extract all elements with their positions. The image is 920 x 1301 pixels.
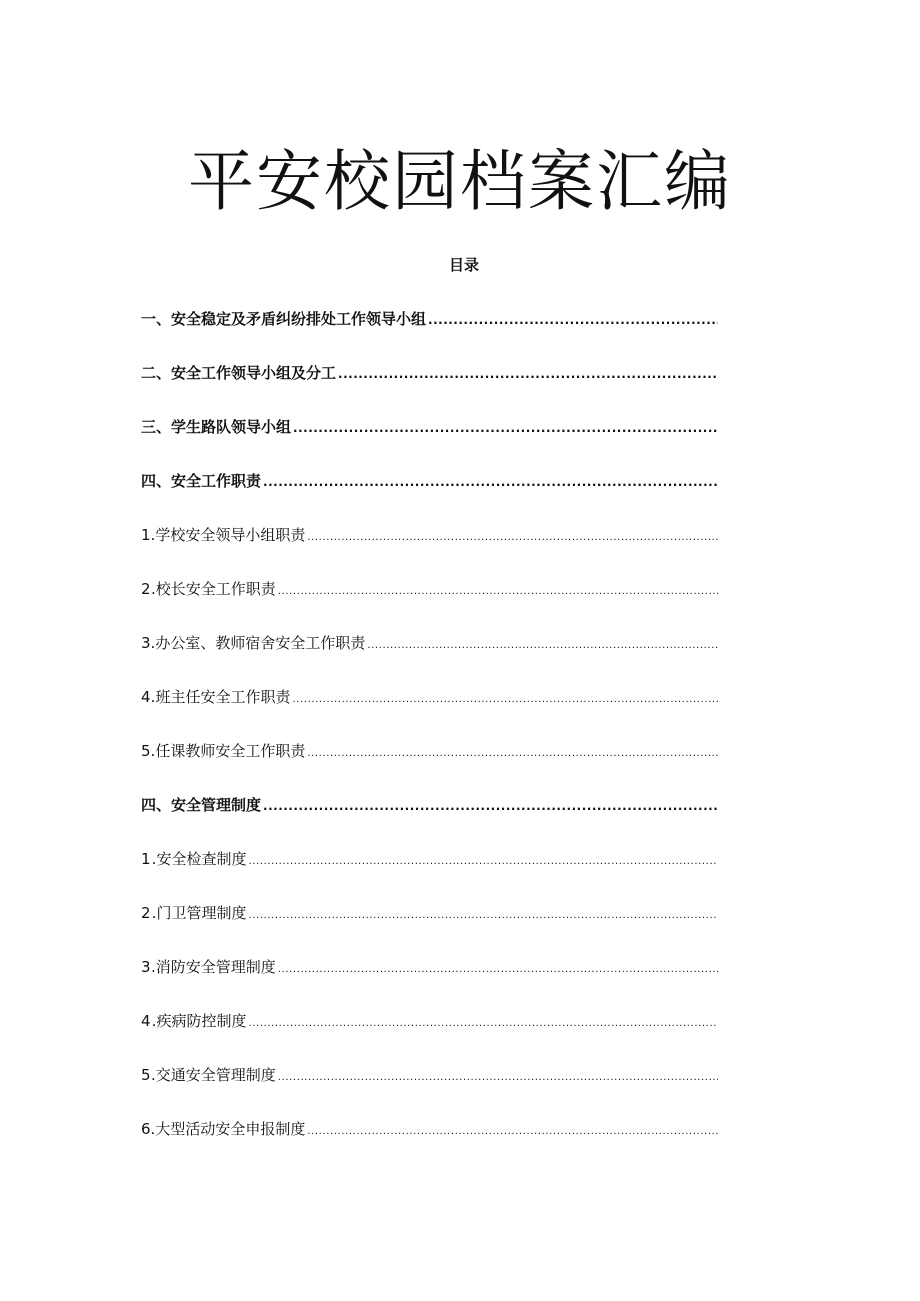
toc-entry-text: .疾病防控制度 bbox=[151, 1012, 247, 1030]
toc-entry-number: 3 bbox=[141, 634, 151, 652]
toc-subentry[interactable] bbox=[141, 632, 718, 686]
toc-dot-leader bbox=[278, 959, 718, 981]
toc-entry-number: 5 bbox=[141, 742, 151, 760]
toc-entry-text: 一、安全稳定及矛盾纠纷排处工作领导小组 bbox=[141, 310, 427, 328]
toc-entry-text: .消防安全管理制度 bbox=[151, 958, 276, 976]
toc-dot-leader bbox=[248, 1013, 718, 1035]
toc-heading: 目录 bbox=[448, 256, 479, 274]
toc-entry-number: 2 bbox=[141, 580, 151, 598]
toc-entry-text: .安全检查制度 bbox=[151, 850, 247, 868]
toc-subentry[interactable] bbox=[141, 524, 718, 578]
toc-subentry[interactable] bbox=[141, 740, 718, 794]
toc-dot-leader bbox=[307, 527, 718, 549]
toc-dot-leader bbox=[292, 689, 718, 711]
toc-entry-text: 二、安全工作领导小组及分工 bbox=[141, 364, 337, 382]
toc-entry-text: .校长安全工作职责 bbox=[151, 580, 276, 598]
table-of-contents bbox=[141, 308, 718, 1172]
toc-entry-number: 2 bbox=[141, 904, 151, 922]
toc-dot-leader bbox=[278, 581, 718, 603]
toc-entry-text: .大型活动安全申报制度 bbox=[150, 1120, 306, 1138]
toc-subentry[interactable] bbox=[141, 1064, 718, 1118]
toc-entry-number: 1 bbox=[141, 850, 151, 868]
toc-dot-leader bbox=[293, 417, 718, 439]
toc-entry-text: 三、学生路队领导小组 bbox=[141, 418, 292, 436]
toc-dot-leader bbox=[263, 795, 718, 817]
toc-dot-leader bbox=[263, 471, 718, 493]
toc-dot-leader bbox=[307, 1121, 718, 1143]
toc-dot-leader bbox=[428, 309, 718, 331]
toc-subentry[interactable] bbox=[141, 902, 718, 956]
toc-dot-leader bbox=[307, 743, 718, 765]
toc-dot-leader bbox=[248, 905, 718, 927]
toc-dot-leader bbox=[248, 851, 718, 873]
toc-entry-text: .门卫管理制度 bbox=[151, 904, 247, 922]
toc-entry-number: 4 bbox=[141, 1012, 151, 1030]
toc-entry-text: .办公室、教师宿舍安全工作职责 bbox=[150, 634, 366, 652]
toc-entry[interactable] bbox=[141, 362, 718, 416]
toc-subentry[interactable] bbox=[141, 578, 718, 632]
toc-entry-text: .班主任安全工作职责 bbox=[150, 688, 291, 706]
toc-dot-leader bbox=[278, 1067, 718, 1089]
toc-subentry[interactable] bbox=[141, 1118, 718, 1172]
toc-subentry[interactable] bbox=[141, 848, 718, 902]
toc-entry-text: 四、安全管理制度 bbox=[141, 796, 262, 814]
toc-entry-text: .学校安全领导小组职责 bbox=[150, 526, 306, 544]
toc-entry-text: .任课教师安全工作职责 bbox=[150, 742, 306, 760]
toc-entry-text: .交通安全管理制度 bbox=[151, 1066, 276, 1084]
toc-dot-leader bbox=[367, 635, 718, 657]
toc-entry-number: 4 bbox=[141, 688, 151, 706]
toc-dot-leader bbox=[338, 363, 718, 385]
toc-entry-number: 1 bbox=[141, 526, 151, 544]
toc-subentry[interactable] bbox=[141, 1010, 718, 1064]
toc-entry-number: 5 bbox=[141, 1066, 151, 1084]
toc-entry[interactable] bbox=[141, 470, 718, 524]
toc-entry[interactable] bbox=[141, 794, 718, 848]
toc-entry-number: 3 bbox=[141, 958, 151, 976]
toc-entry[interactable] bbox=[141, 308, 718, 362]
document-title: 平安校园档案汇编 bbox=[188, 143, 732, 220]
toc-entry-number: 6 bbox=[141, 1120, 151, 1138]
toc-entry[interactable] bbox=[141, 416, 718, 470]
toc-subentry[interactable] bbox=[141, 956, 718, 1010]
toc-subentry[interactable] bbox=[141, 686, 718, 740]
toc-entry-text: 四、安全工作职责 bbox=[141, 472, 262, 490]
